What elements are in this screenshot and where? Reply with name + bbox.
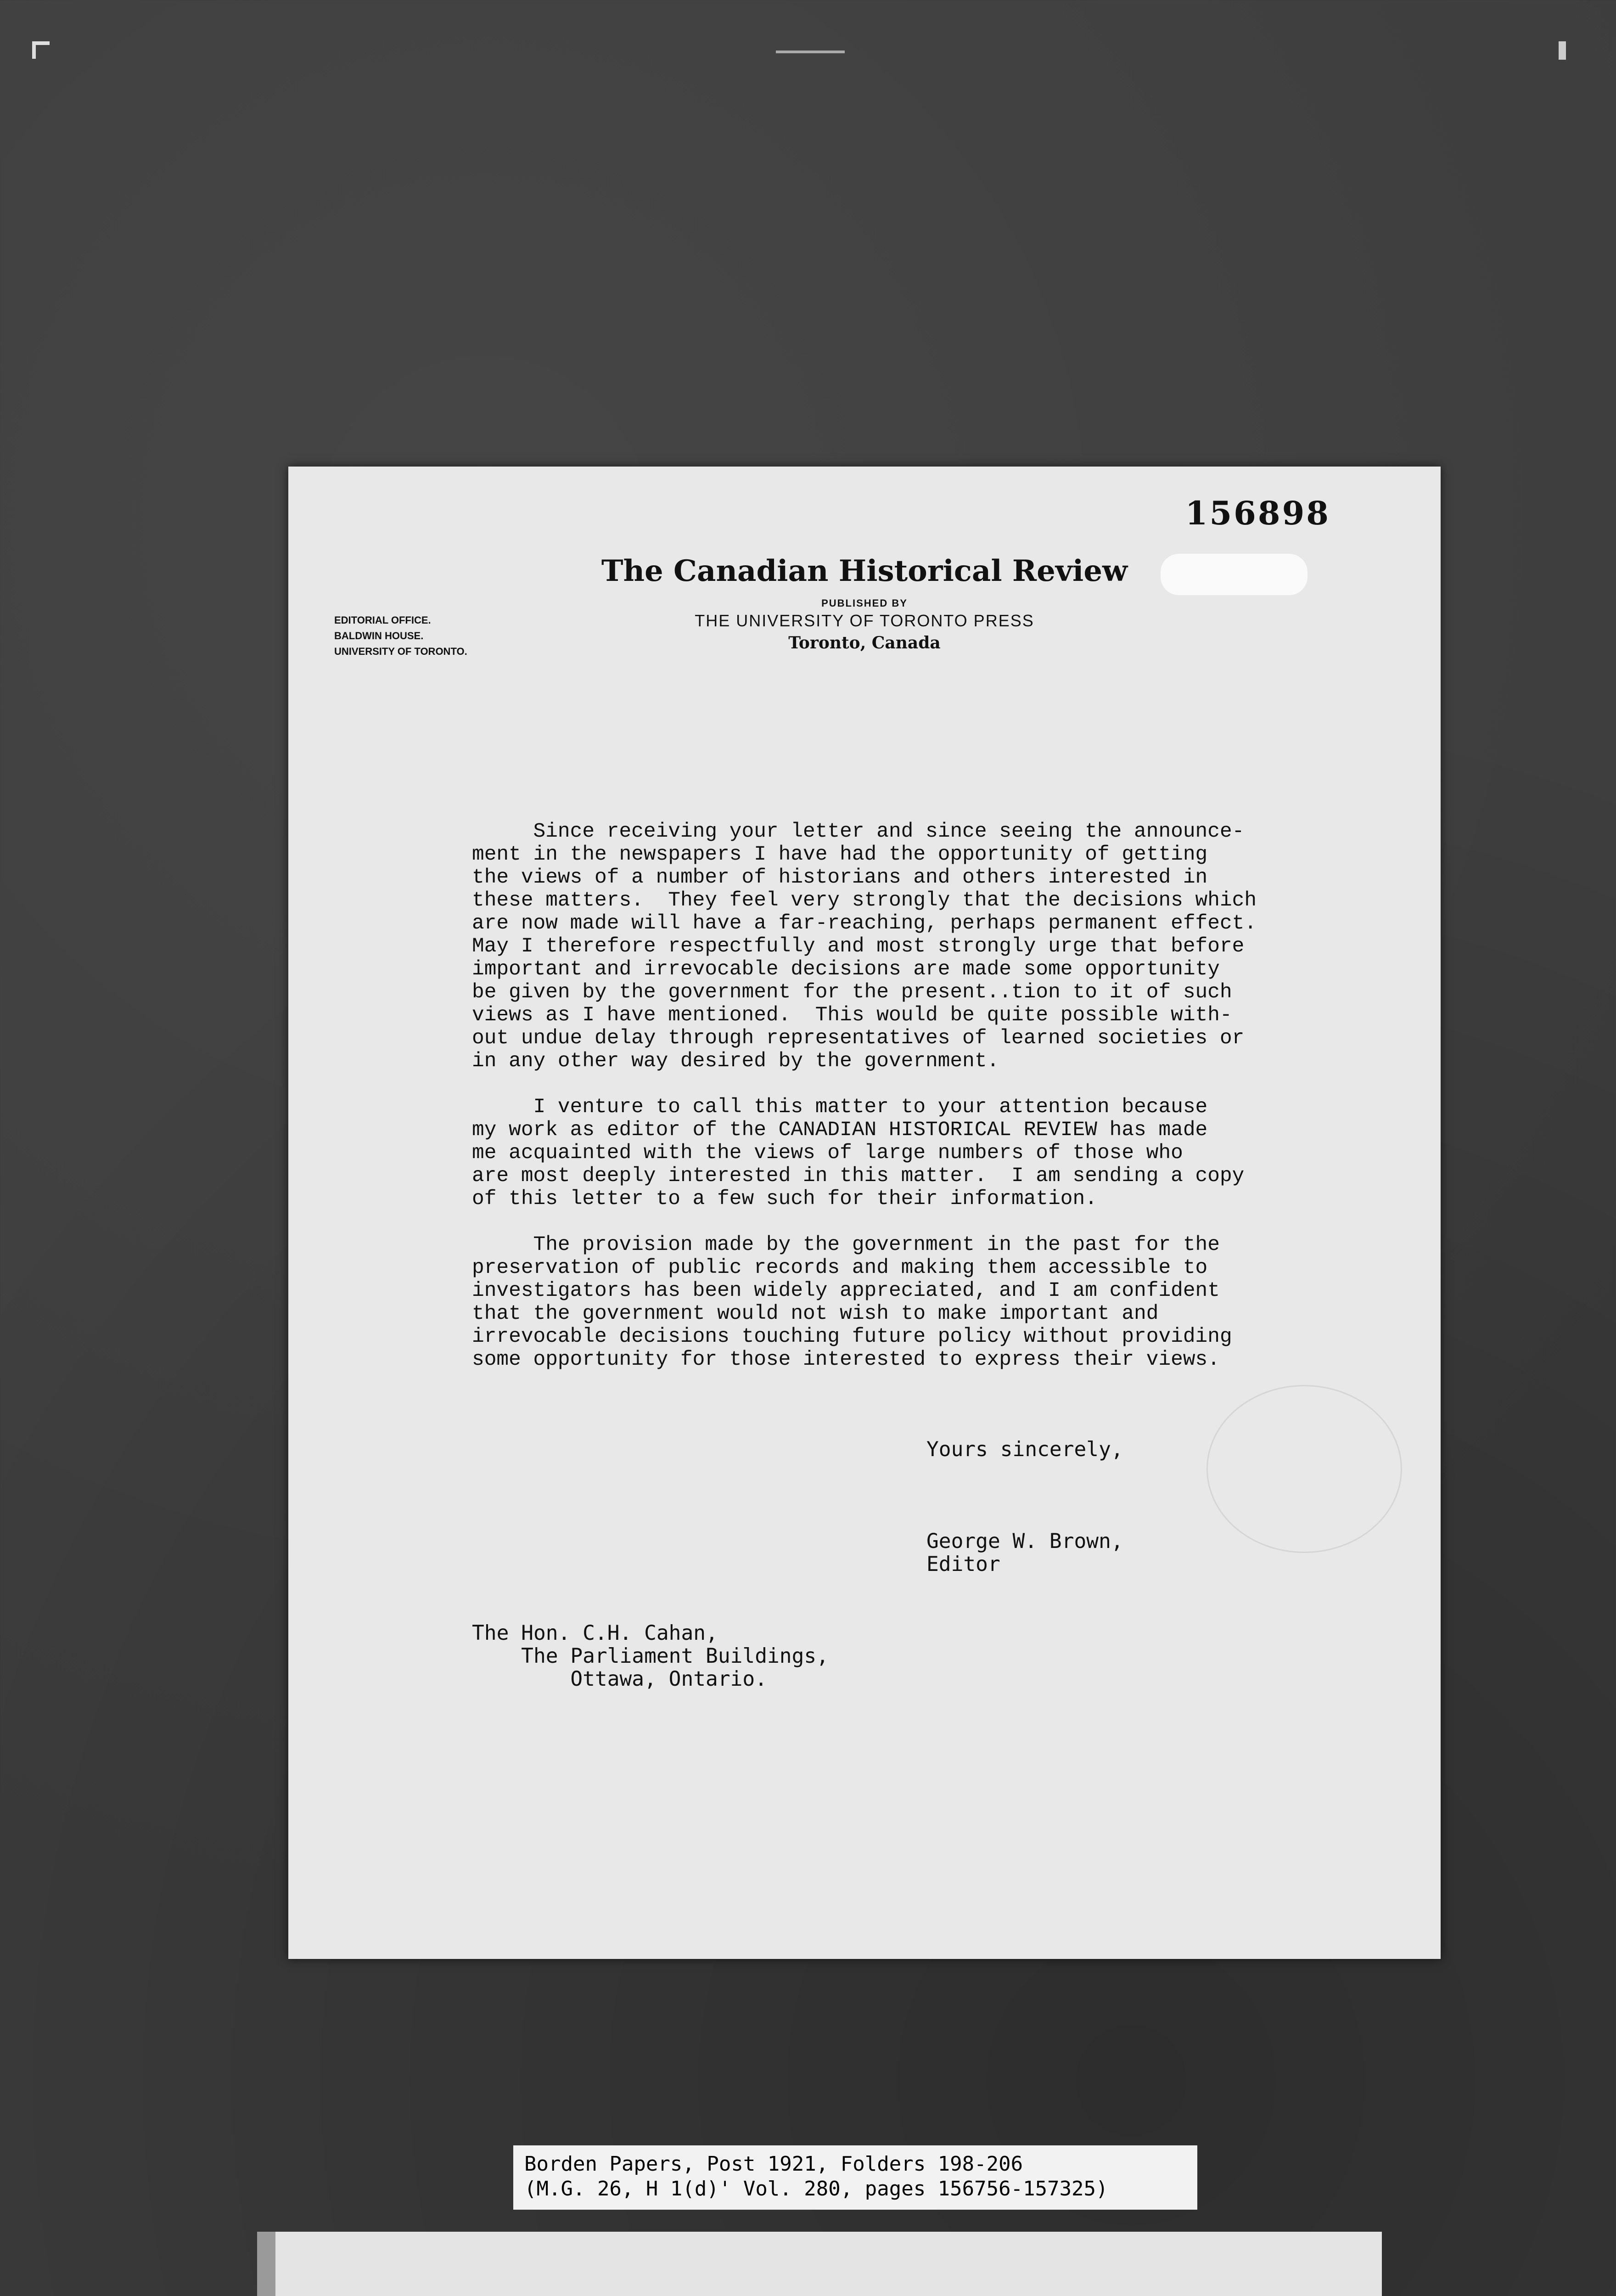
film-edge-mark: [1559, 41, 1566, 60]
addressee-block: The Hon. C.H. Cahan, The Parliament Buildings, Ottawa, Ontario.: [472, 1621, 829, 1691]
paragraph-2: I venture to call this matter to your attention because my work as editor of the CANADIAN HISTORICAL REVIEW has made me acquainted with the views of large numbers of those who are most deeply interested in this matter. I am sending a copy of this letter to a few such for their information.: [472, 1096, 1245, 1210]
signature-block: George W. Brown, Editor: [926, 1530, 1123, 1576]
reference-line-1: Borden Papers, Post 1921, Folders 198-206: [524, 2152, 1023, 2176]
journal-name: The Canadian Historical Review: [601, 554, 1128, 588]
editorial-office-address: [334, 613, 467, 659]
reference-label: [513, 2145, 1197, 2210]
paragraph-3: The provision made by the government in the past for the preservation of public records and making them accessible to investigators has been widely appreciated, and I am confident that the government would not wish to make important and irrevocable decisions touching future policy without providing some opportunity for those interested to express their views.: [472, 1233, 1232, 1371]
reference-line-2: (M.G. 26, H 1(d)' Vol. 280, pages 156756-157325): [524, 2177, 1108, 2200]
letter-page: [288, 467, 1441, 1959]
paragraph-1: Since receiving your letter and since seeing the announce- ment in the newspapers I have had the opportunity of getting the views of a number of historians and others interested in these matters. They feel very strongly that the decisions which are now made will have a far-reaching, perhaps permanent effect. May I therefore respectfully and most strongly urge that before important and irrevocable decisions are made some opportunity be given by the government for the present..tion to it of such views as I have mentioned. This would be quite possible with- out undue delay through representatives of learned societies or in any other way desired by the government.: [472, 820, 1257, 1073]
film-corner-mark: [32, 41, 50, 59]
office-line: UNIVERSITY OF TORONTO.: [334, 646, 467, 657]
faint-stamp: [1206, 1385, 1402, 1553]
press-name: THE UNIVERSITY OF TORONTO PRESS: [695, 611, 1034, 630]
film-top-line: [776, 51, 845, 53]
archives-card: [257, 2232, 1382, 2296]
published-by: PUBLISHED BY: [821, 597, 908, 609]
document-number: 156898: [1185, 494, 1330, 532]
office-line: BALDWIN HOUSE.: [334, 630, 424, 642]
closing: Yours sincerely,: [926, 1438, 1123, 1461]
office-line: EDITORIAL OFFICE.: [334, 614, 431, 626]
city: Toronto, Canada: [788, 633, 941, 653]
